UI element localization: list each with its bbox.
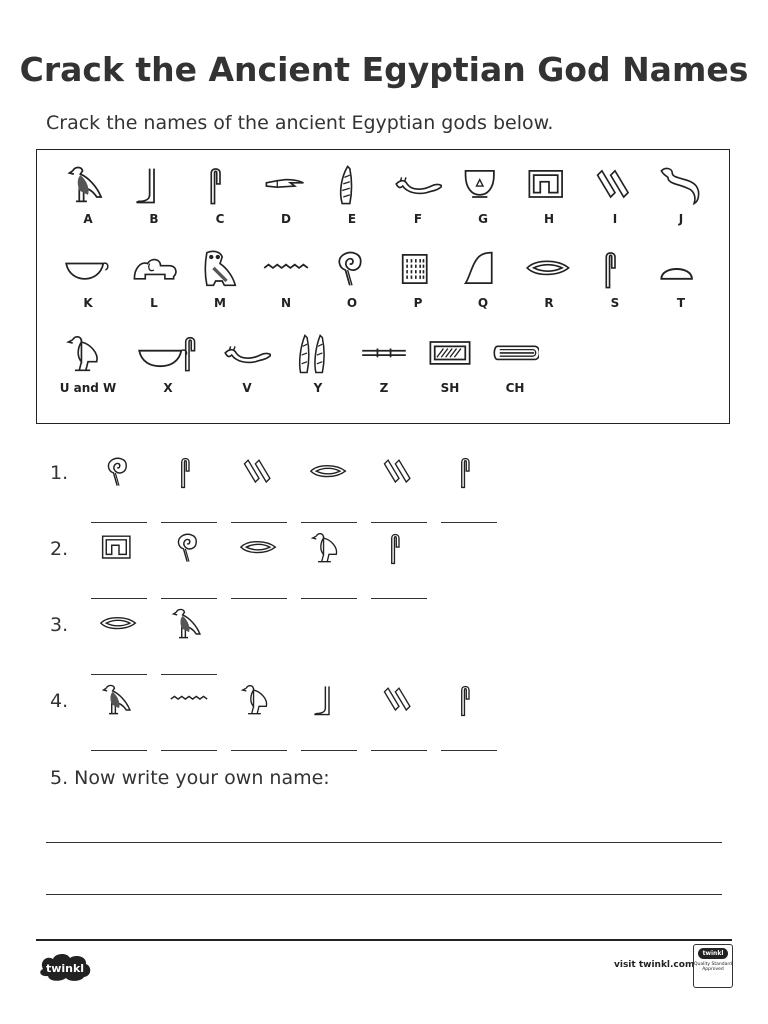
key-label: J	[678, 212, 684, 226]
key-label: T	[676, 296, 686, 310]
vulture-glyph-icon	[64, 162, 112, 208]
vulture-glyph-icon	[169, 604, 209, 644]
answer-slot[interactable]	[91, 680, 147, 720]
footer-divider	[36, 939, 732, 941]
folded-cloth-glyph-icon	[449, 452, 489, 492]
key-entry	[646, 162, 716, 226]
hill-glyph-icon	[459, 246, 507, 292]
key-entry	[514, 246, 584, 310]
key-entry	[646, 246, 716, 310]
key-entry	[448, 246, 518, 310]
key-entry	[119, 162, 189, 226]
page-title: Crack the Ancient Egyptian God Names	[19, 50, 749, 89]
key-entry	[317, 246, 387, 310]
answer-line[interactable]	[231, 522, 287, 523]
key-entry	[283, 331, 353, 395]
answer-slot[interactable]	[441, 452, 497, 492]
answer-slot[interactable]	[161, 680, 217, 720]
folded-cloth-glyph-icon	[591, 246, 639, 292]
mouth-glyph-icon	[99, 604, 139, 644]
key-entry	[514, 162, 584, 226]
pool-glyph-icon	[426, 331, 474, 377]
instructions: Crack the names of the ancient Egyptian gods below.	[46, 112, 554, 134]
folded-cloth-glyph-icon	[449, 680, 489, 720]
answer-line[interactable]	[441, 522, 497, 523]
lasso-glyph-icon	[169, 528, 209, 568]
badge-text: Quality Standard Approved	[694, 962, 732, 972]
answer-slot[interactable]	[91, 528, 147, 568]
question-number: 3.	[50, 614, 69, 636]
courtyard-glyph-icon	[525, 162, 573, 208]
key-entry	[53, 162, 123, 226]
answer-slot[interactable]	[91, 452, 147, 492]
answer-slot[interactable]	[161, 604, 217, 644]
double-reed-glyph-icon	[294, 331, 342, 377]
double-strokes-glyph-icon	[239, 452, 279, 492]
key-label: P	[413, 296, 423, 310]
answer-slot[interactable]	[371, 452, 427, 492]
key-entry	[580, 162, 650, 226]
key-label: O	[346, 296, 358, 310]
key-label: F	[413, 212, 423, 226]
basket-cloth-glyph-icon	[137, 331, 199, 377]
folded-cloth-glyph-icon	[196, 162, 244, 208]
logo-text: twinkl	[45, 962, 85, 975]
water-glyph-icon	[262, 246, 310, 292]
double-strokes-glyph-icon	[379, 452, 419, 492]
key-entry	[383, 246, 453, 310]
key-entry	[212, 331, 282, 395]
key-label: K	[83, 296, 93, 310]
key-entry	[53, 246, 123, 310]
key-entry	[317, 162, 387, 226]
key-label: L	[150, 296, 158, 310]
answer-line[interactable]	[441, 750, 497, 751]
key-entry	[580, 246, 650, 310]
key-entry	[53, 331, 123, 395]
question-number: 4.	[50, 690, 69, 712]
answer-line[interactable]	[371, 598, 427, 599]
own-name-line-1[interactable]	[46, 842, 722, 843]
answer-line[interactable]	[301, 598, 357, 599]
answer-line[interactable]	[231, 598, 287, 599]
double-strokes-glyph-icon	[379, 680, 419, 720]
door-bolt-glyph-icon	[360, 331, 408, 377]
key-label: N	[280, 296, 292, 310]
answer-line[interactable]	[301, 750, 357, 751]
folded-cloth-glyph-icon	[169, 452, 209, 492]
jar-stand-glyph-icon	[459, 162, 507, 208]
answer-line[interactable]	[161, 522, 217, 523]
key-label: M	[214, 296, 226, 310]
mouth-glyph-icon	[525, 246, 573, 292]
hieroglyph-key	[36, 149, 730, 424]
lasso-glyph-icon	[328, 246, 376, 292]
key-label: A	[83, 212, 93, 226]
answer-slot[interactable]	[231, 528, 287, 568]
key-label: Y	[313, 381, 323, 395]
answer-slot[interactable]	[301, 528, 357, 568]
answer-slot[interactable]	[161, 528, 217, 568]
bread-loaf-glyph-icon	[657, 246, 705, 292]
key-entry	[185, 246, 255, 310]
key-label: C	[215, 212, 225, 226]
answer-line[interactable]	[91, 598, 147, 599]
answer-line[interactable]	[91, 750, 147, 751]
key-label: I	[612, 212, 618, 226]
answer-line[interactable]	[371, 522, 427, 523]
key-label: D	[281, 212, 291, 226]
visit-link[interactable]: visit twinkl.com	[614, 960, 695, 970]
leg-glyph-icon	[130, 162, 178, 208]
answer-line[interactable]	[161, 598, 217, 599]
key-label: SH	[440, 381, 460, 395]
key-label: E	[347, 212, 357, 226]
folded-cloth-glyph-icon	[379, 528, 419, 568]
answer-line[interactable]	[161, 750, 217, 751]
key-label: G	[478, 212, 488, 226]
lion-glyph-icon	[130, 246, 178, 292]
answer-line[interactable]	[231, 750, 287, 751]
mouth-glyph-icon	[309, 452, 349, 492]
lasso-glyph-icon	[99, 452, 139, 492]
key-entry	[480, 331, 550, 395]
answer-slot[interactable]	[301, 680, 357, 720]
answer-line[interactable]	[371, 750, 427, 751]
question-number: 2.	[50, 538, 69, 560]
answer-slot[interactable]	[441, 680, 497, 720]
answer-slot[interactable]	[371, 528, 427, 568]
cobra-glyph-icon	[657, 162, 705, 208]
owl-glyph-icon	[196, 246, 244, 292]
key-label: Q	[477, 296, 489, 310]
quail-chick-glyph-icon	[309, 528, 349, 568]
own-name-line-2[interactable]	[46, 894, 722, 895]
key-label: Z	[379, 381, 389, 395]
key-entry	[133, 331, 203, 395]
key-label: B	[149, 212, 159, 226]
quail-chick-glyph-icon	[64, 331, 112, 377]
answer-line[interactable]	[91, 674, 147, 675]
courtyard-glyph-icon	[99, 528, 139, 568]
vulture-glyph-icon	[99, 680, 139, 720]
key-label: X	[163, 381, 173, 395]
question-number: 1.	[50, 462, 69, 484]
key-entry	[251, 162, 321, 226]
answer-slot[interactable]	[161, 452, 217, 492]
answer-slot[interactable]	[231, 452, 287, 492]
key-entry	[448, 162, 518, 226]
answer-line[interactable]	[161, 674, 217, 675]
quality-badge	[693, 944, 733, 988]
answer-line[interactable]	[91, 522, 147, 523]
water-glyph-icon	[169, 680, 209, 720]
key-label: S	[610, 296, 620, 310]
key-entry	[185, 162, 255, 226]
key-entry	[349, 331, 419, 395]
horned-viper-glyph-icon	[394, 162, 442, 208]
leg-glyph-icon	[309, 680, 349, 720]
basket-glyph-icon	[64, 246, 112, 292]
key-label: CH	[505, 381, 525, 395]
answer-slot[interactable]	[231, 680, 287, 720]
reed-glyph-icon	[328, 162, 376, 208]
answer-slot[interactable]	[301, 452, 357, 492]
key-label: V	[242, 381, 252, 395]
key-label: U and W	[59, 381, 117, 395]
quail-chick-glyph-icon	[239, 680, 279, 720]
answer-slot[interactable]	[371, 680, 427, 720]
badge-logo: twinkl	[698, 948, 728, 959]
key-label: R	[544, 296, 554, 310]
answer-slot[interactable]	[91, 604, 147, 644]
key-entry	[383, 162, 453, 226]
rope-glyph-icon	[491, 331, 539, 377]
twinkl-logo	[37, 951, 93, 983]
answer-line[interactable]	[301, 522, 357, 523]
own-name-prompt: 5. Now write your own name:	[50, 767, 330, 789]
mouth-glyph-icon	[239, 528, 279, 568]
double-strokes-glyph-icon	[591, 162, 639, 208]
hand-glyph-icon	[262, 162, 310, 208]
key-entry	[415, 331, 485, 395]
key-label: H	[543, 212, 555, 226]
horned-viper-glyph-icon	[223, 331, 271, 377]
stool-glyph-icon	[394, 246, 442, 292]
key-entry	[119, 246, 189, 310]
key-entry	[251, 246, 321, 310]
